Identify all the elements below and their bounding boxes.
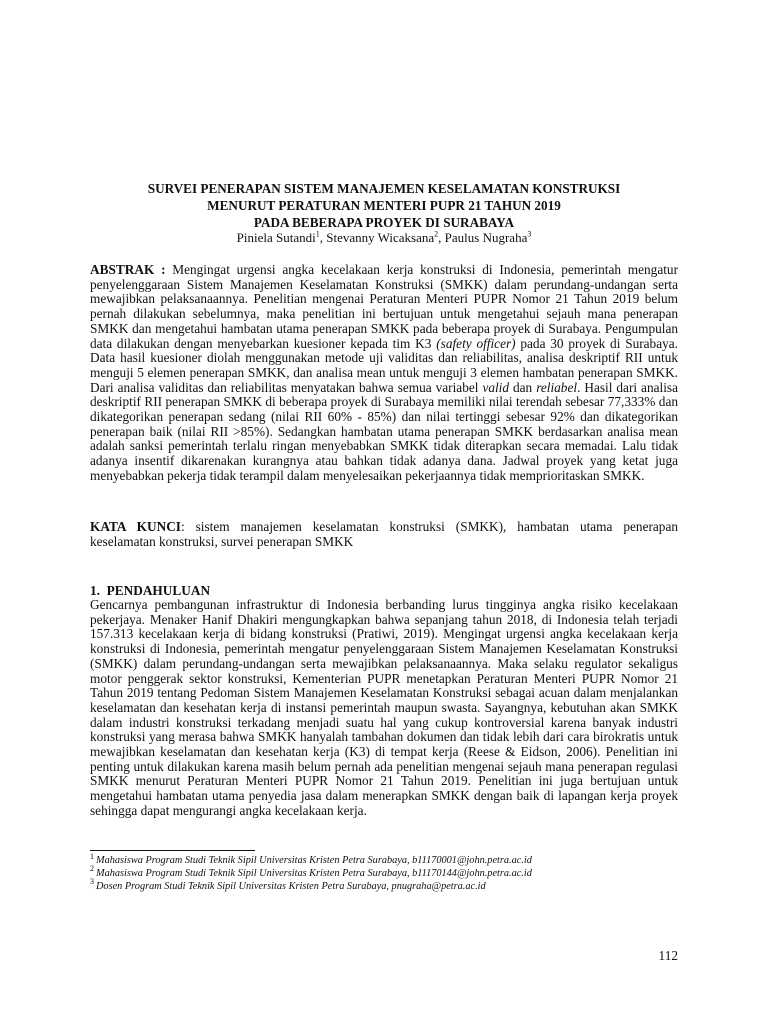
keywords-label: KATA KUNCI	[90, 519, 181, 534]
author-affiliation-mark: 3	[527, 229, 532, 239]
footnote-mark: 1	[90, 851, 94, 861]
abstract-text: pada 30 proyek di Surabaya. Data hasil kuesioner diolah menggunakan metode uji validitas dan reliabilitas, analisa deskriptif RII untuk menguji 5 elemen penerapan SMKK, dan analisa mean untuk menguji 3 elemen hambatan penerapan SMKK. Dari analisa validitas dan reliabilitas menyatakan bahwa semua variabel	[90, 335, 678, 395]
footnote-text: Mahasiswa Program Studi Teknik Sipil Universitas Kristen Petra Surabaya, b11170144@john.petra.ac.id	[96, 867, 532, 879]
author-affiliation-mark: 1	[315, 229, 320, 239]
footnote	[90, 864, 678, 881]
introduction-paragraph: Gencarnya pembangunan infrastruktur di Indonesia berbanding lurus tingginya angka risiko kecelakaan pekerjaya. Menaker Hanif Dhakiri mengungkapkan bahwa sepanjang tahun 2018, di Indonesia telah terjadi 157.313 kecelakaan kerja di bidang konstruksi (Pratiwi, 2019). Mengingat urgensi angka kecelakaan kerja konstruksi di Indonesia, pemerintah mengatur penyelenggaraan Sistem Manajemen Keselamatan Konstruksi (SMKK) dalam perundang-undangan serta mewajibkan pelaksanaannya. Maka selaku regulator sekaligus motor penggerak sektor konstruksi, Kementerian PUPR menetapkan Peraturan Menteri PUPR Nomor 21 Tahun 2019 tentang Pedoman Sistem Manajemen Keselamatan Konstruksi sebagai acuan dalam menjalankan keselamatan dan kesehatan kerja di instansi pemerintah maupun swasta. Sayangnya, kebutuhan akan SMKK dalam industri konstruksi terkadang menjadi suatu hal yang cukup kontroversial karena banyak industri konstruksi yang merasa bahwa SMKK hanyalah tambahan dokumen dan tidak lebih dari cara birokratis untuk mewajibkan keselamatan dan kesehatan kerja (K3) di tempat kerja (Reese & Eidson, 2006). Penelitian ini penting untuk dilakukan karena masih belum pernah ada penelitian mengenai sejauh mana penerapan regulasi SMKK menurut Peraturan Menteri PUPR Nomor 21 Tahun 2019. Penelitian ini juga bertujuan untuk mengetahui hambatan utama penyedia jasa dalam menerapkan SMKK dengan baik di lapangan kerja proyek sehingga dapat mengurangi angka kecelakaan kerja.	[90, 597, 678, 818]
footnote-mark: 2	[90, 864, 94, 874]
author-list	[90, 230, 678, 246]
abstract-italic-term: reliabel	[536, 379, 578, 395]
footnote-mark: 3	[90, 877, 94, 887]
abstract-text: . Hasil dari analisa deskriptif RII penerapan SMKK di beberapa proyek di Surabaya memiliki nilai terendah sebesar 77,333% dan dikategorikan penerapan sedang (nilai RII 60% - 85%) dan nilai tertinggi sebesar 92% dan dikategorikan penerapan baik (nilai RII >85%). Sedangkan hambatan utama penerapan SMKK berdasarkan analisa mean adalah sanksi pemerintah terlalu ringan menyebabkan SMKK tidak diterapkan secara memadai. Lalu tidak adanya insentif dikarenakan kurangnya atau bahkan tidak adanya dana. Jadwal proyek yang ketat juga menyebabkan pekerja tidak terampil dalam menyelesaikan pekerjaannya tidak memprioritaskan SMKK.	[90, 379, 678, 483]
footnote	[90, 877, 678, 894]
title-line-1: SURVEI PENERAPAN SISTEM MANAJEMEN KESELAMATAN KONSTRUKSI	[147, 181, 621, 196]
author-separator: ,	[319, 230, 327, 245]
footnote-text: Dosen Program Studi Teknik Sipil Universitas Kristen Petra Surabaya, pnugraha@petra.ac.id	[96, 880, 486, 892]
author-name: Stevanny Wicaksana	[326, 230, 435, 245]
section-heading: 1. PENDAHULUAN	[90, 583, 211, 598]
page-number: 112	[658, 948, 678, 963]
author-name: Paulus Nugraha	[444, 230, 528, 245]
keywords-text: : sistem manajemen keselamatan konstruksi (SMKK), hambatan utama penerapan keselamatan konstruksi, survei penerapan SMKK	[90, 519, 678, 549]
footnotes	[90, 851, 678, 893]
abstract-text: Mengingat urgensi angka kecelakaan kerja konstruksi di Indonesia, pemerintah mengatur penyelenggaraan Sistem Manajemen Keselamatan Konstruksi (SMKK) dalam perundang-undangan serta mewajibkan pelaksanaannya. Penelitian mengenai Peraturan Menteri PUPR Nomor 21 Tahun 2019 belum pernah dilakukan sebelumnya, maka penelitian ini bertujuan untuk mengetahui sejauh mana penerapan SMKK dan mengetahui hambatan utama penerapan SMKK pada beberapa proyek di Surabaya. Pengumpulan data dilakukan dengan menyebarkan kuesioner kepada tim K3	[90, 262, 678, 351]
abstract-text: dan	[509, 379, 537, 395]
title-line-2: MENURUT PERATURAN MENTERI PUPR 21 TAHUN 2019	[207, 198, 561, 213]
author-name: Piniela Sutandi	[236, 230, 316, 245]
abstract-label: ABSTRAK :	[90, 262, 166, 277]
abstract-italic-term: (safety officer)	[436, 335, 516, 351]
title-line-3: PADA BEBERAPA PROYEK DI SURABAYA	[253, 215, 515, 230]
paper-title	[90, 180, 678, 231]
author-affiliation-mark: 2	[434, 229, 439, 239]
abstract-paragraph	[90, 263, 678, 484]
footnote-text: Mahasiswa Program Studi Teknik Sipil Universitas Kristen Petra Surabaya, b11170001@john.petra.ac.id	[96, 855, 532, 866]
keywords-paragraph	[90, 520, 678, 549]
footnote-divider	[90, 850, 255, 851]
abstract-italic-term: valid	[482, 379, 510, 395]
author-separator: ,	[438, 230, 445, 245]
footnote	[90, 851, 678, 868]
